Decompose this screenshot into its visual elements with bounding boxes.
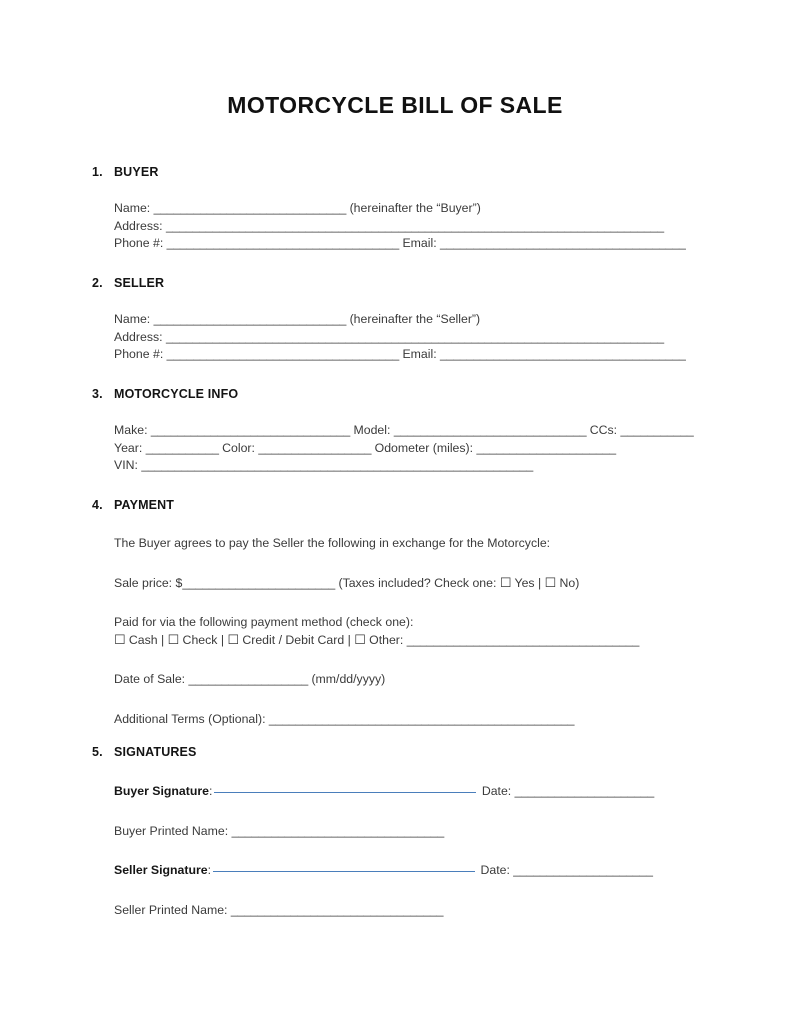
odometer-label: Odometer (miles): <box>371 440 477 455</box>
section-title: SELLER <box>114 276 165 290</box>
seller-phone-label: Phone #: <box>114 347 167 362</box>
other-checkbox[interactable]: ☐ <box>354 631 366 647</box>
vin-row <box>114 457 732 475</box>
section-number: 2. <box>92 276 103 290</box>
model-label: Model: <box>350 423 394 437</box>
section-number: 4. <box>92 498 103 512</box>
section-heading-seller <box>92 276 732 294</box>
make-model-ccs-row <box>114 422 732 440</box>
payment-intro: The Buyer agrees to pay the Seller the following in exchange for the Motorcycle: <box>114 536 551 550</box>
buyer-date-label: Date: <box>478 784 515 798</box>
vin-label: VIN: <box>114 458 142 473</box>
seller-signature-row <box>114 862 732 880</box>
additional-terms-label: Additional Terms (Optional): <box>114 711 269 726</box>
buyer-email-label: Email: <box>399 236 441 251</box>
color-label: Color: <box>218 440 259 455</box>
buyer-address-row <box>114 218 732 236</box>
buyer-signature-label: Buyer Signature <box>114 784 209 798</box>
seller-date-label: Date: <box>477 863 514 878</box>
buyer-date-input[interactable]: _____________________ <box>514 784 655 798</box>
taxes-yes-label: Yes <box>511 575 538 590</box>
payment-method-prompt: Paid for via the following payment method (check one): <box>114 615 414 630</box>
credit-debit-checkbox[interactable]: ☐ <box>227 631 239 647</box>
section-number: 1. <box>92 165 103 179</box>
payment-fields <box>114 535 732 729</box>
method-separator-3: | <box>347 632 355 647</box>
buyer-printed-name-label: Buyer Printed Name: <box>114 823 232 838</box>
check-label: Check <box>179 632 221 647</box>
seller-address-row <box>114 329 732 347</box>
seller-name-row <box>114 311 732 329</box>
section-number: 3. <box>92 387 103 401</box>
seller-phone-input[interactable]: ___________________________________ <box>166 347 400 362</box>
seller-signature-input[interactable] <box>213 871 475 872</box>
buyer-signature-input[interactable] <box>214 792 476 793</box>
section-motorcycle-info <box>92 387 732 475</box>
buyer-signature-row <box>114 783 732 801</box>
seller-phone-email-row <box>114 346 732 364</box>
buyer-phone-label: Phone #: <box>114 236 167 251</box>
date-of-sale-input[interactable]: __________________ <box>188 672 309 687</box>
buyer-signature-colon: : <box>208 784 213 798</box>
buyer-fields <box>114 200 732 253</box>
page-title: MOTORCYCLE BILL OF SALE <box>227 92 563 118</box>
color-input[interactable]: _________________ <box>258 440 372 455</box>
seller-date-input[interactable]: _____________________ <box>513 863 653 878</box>
odometer-input[interactable]: _____________________ <box>476 440 616 455</box>
section-title: BUYER <box>114 165 159 179</box>
make-label: Make: <box>114 423 151 437</box>
credit-debit-label: Credit / Debit Card <box>238 632 348 647</box>
vin-input[interactable]: ___________________________________________________________ <box>141 458 534 473</box>
section-payment <box>92 498 732 729</box>
seller-signature-label: Seller Signature <box>114 863 208 878</box>
section-heading-motorcycle-info <box>92 387 732 405</box>
seller-address-input[interactable]: ___________________________________________________________________________ <box>165 329 664 344</box>
date-of-sale-format: (mm/dd/yyyy) <box>308 672 386 687</box>
seller-signature-colon: : <box>207 863 212 878</box>
taxes-divider: | <box>537 575 545 590</box>
method-separator-1: | <box>161 632 168 647</box>
seller-address-label: Address: <box>114 329 166 344</box>
section-buyer <box>92 165 732 253</box>
cash-label: Cash <box>125 632 162 647</box>
payment-method-options-row <box>114 632 732 650</box>
buyer-printed-name-row <box>114 823 732 841</box>
buyer-phone-input[interactable]: ___________________________________ <box>166 236 400 251</box>
sale-price-label: Sale price: $ <box>114 575 183 590</box>
date-of-sale-label: Date of Sale: <box>114 672 189 687</box>
signature-fields <box>114 783 732 919</box>
seller-name-label: Name: <box>114 312 154 326</box>
section-title: PAYMENT <box>114 498 175 512</box>
sale-price-input[interactable]: _______________________ <box>182 575 336 590</box>
ccs-label: CCs: <box>586 423 621 437</box>
buyer-address-input[interactable]: ___________________________________________________________________________ <box>165 218 664 233</box>
seller-fields <box>114 311 732 364</box>
buyer-printed-name-input[interactable]: ________________________________ <box>231 823 445 838</box>
taxes-prompt: (Taxes included? Check one: <box>335 575 500 590</box>
additional-terms-input[interactable]: ______________________________________________ <box>268 711 575 726</box>
seller-email-label: Email: <box>399 347 441 362</box>
buyer-email-input[interactable]: _____________________________________ <box>440 236 686 251</box>
section-signatures <box>92 745 732 919</box>
taxes-no-label: No) <box>556 575 580 590</box>
buyer-phone-email-row <box>114 235 732 253</box>
seller-printed-name-input[interactable]: ________________________________ <box>230 902 444 917</box>
motorcycle-fields <box>114 422 732 475</box>
make-input[interactable]: ______________________________ <box>150 423 351 437</box>
section-heading-signatures <box>92 745 732 763</box>
buyer-name-input[interactable]: _____________________________ <box>153 201 347 215</box>
check-checkbox[interactable]: ☐ <box>167 631 180 647</box>
buyer-name-suffix: (hereinafter the “Buyer”) <box>346 201 481 215</box>
taxes-no-checkbox[interactable]: ☐ <box>544 574 557 590</box>
buyer-name-row <box>114 200 732 218</box>
seller-name-suffix: (hereinafter the “Seller”) <box>346 312 481 326</box>
date-of-sale-row <box>114 671 732 689</box>
section-heading-payment <box>92 498 732 516</box>
section-number: 5. <box>92 745 103 759</box>
model-input[interactable]: _____________________________ <box>393 423 587 437</box>
section-title: MOTORCYCLE INFO <box>114 387 239 401</box>
cash-checkbox[interactable]: ☐ <box>114 631 126 647</box>
section-seller <box>92 276 732 364</box>
year-color-odometer-row <box>114 440 732 458</box>
buyer-address-label: Address: <box>114 218 166 233</box>
year-input[interactable]: ___________ <box>145 440 219 455</box>
section-title: SIGNATURES <box>114 745 197 759</box>
taxes-yes-checkbox[interactable]: ☐ <box>499 574 512 590</box>
section-heading-buyer <box>92 165 732 183</box>
other-label: Other: <box>365 632 407 647</box>
seller-name-input[interactable]: _____________________________ <box>153 312 347 326</box>
other-input[interactable]: ___________________________________ <box>406 632 640 647</box>
method-separator-2: | <box>220 632 228 647</box>
sale-price-row <box>114 575 732 593</box>
buyer-name-label: Name: <box>114 201 154 215</box>
year-label: Year: <box>114 440 146 455</box>
ccs-input[interactable]: ___________ <box>620 423 694 437</box>
seller-printed-name-row <box>114 902 732 920</box>
seller-printed-name-label: Seller Printed Name: <box>114 902 231 917</box>
additional-terms-row <box>114 711 732 729</box>
seller-email-input[interactable]: _____________________________________ <box>440 347 686 362</box>
